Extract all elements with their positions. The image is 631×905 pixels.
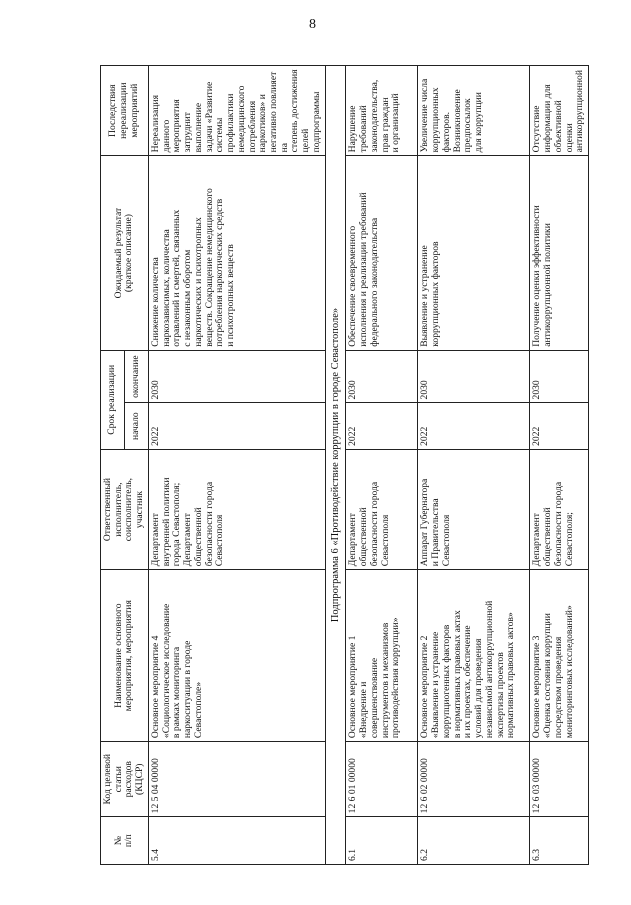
row-start: 2022 bbox=[346, 403, 418, 449]
table-row bbox=[530, 66, 589, 865]
header-responsible: Ответственный исполнитель, соисполнитель, участник bbox=[101, 449, 149, 569]
row-code: 12 6 01 00000 bbox=[346, 742, 418, 817]
subprogram-title: Подпрограмма 6 «Противодействие коррупции в городе Севастополе» bbox=[325, 66, 346, 865]
subprogram-row bbox=[325, 66, 346, 865]
table-row bbox=[346, 66, 418, 865]
row-name: Основное мероприятие 2 «Выявление и устранение коррупциогенных факторов в нормативных правовых актах и их проектах, обеспечение условий для проведения независимой антикоррупционной экспертизы проектов нормативных правовых актов» bbox=[418, 570, 530, 742]
row-code: 12 6 02 00000 bbox=[418, 742, 530, 817]
row-result: Выявление и устранение коррупционных факторов bbox=[418, 156, 530, 350]
page-number: 8 bbox=[309, 17, 316, 32]
row-result: Получение оценки эффективности антикоррупционной политики bbox=[530, 156, 589, 350]
row-consequences: Увеличение числа коррупционных факторов. Возникновение предпосылок для коррупции bbox=[418, 66, 530, 156]
header-start: начало bbox=[124, 403, 148, 449]
row-code: 12 5 04 00000 bbox=[148, 742, 325, 817]
activities-table bbox=[100, 65, 589, 865]
header-code: Код целевой статьи расходов (КЦСР) bbox=[101, 742, 149, 817]
table-row bbox=[418, 66, 530, 865]
row-start: 2022 bbox=[148, 403, 325, 449]
row-name: Основное мероприятие 3 «Оценка состояния коррупции посредством проведения мониторинговых исследований» bbox=[530, 570, 589, 742]
table-header-row bbox=[101, 66, 125, 865]
row-consequences: Нереализация данного мероприятия затруднит выполнение задачи «Развитие системы профилактики немедицинского потребления наркотиков» и негативно повлияет на степень достижения целей подпрограммы bbox=[148, 66, 325, 156]
row-name: Основное мероприятие 4 «Социологическое исследование в рамках мониторинга наркоситуации в городе Севастополе» bbox=[148, 570, 325, 742]
header-consequences: Последствия нереализации мероприятий bbox=[101, 66, 149, 156]
row-result: Обеспечение своевременного исполнения и реализации требований федерального законодательства bbox=[346, 156, 418, 350]
header-end: окончание bbox=[124, 350, 148, 403]
header-period: Срок реализации bbox=[101, 350, 125, 449]
row-consequences: Нарушение требований законодательства, прав граждан и организаций bbox=[346, 66, 418, 156]
row-num: 6.3 bbox=[530, 817, 589, 865]
program-table-rotated bbox=[100, 65, 586, 865]
row-end: 2030 bbox=[418, 350, 530, 403]
row-result: Снижение количества наркозависимых, количества отравлений и смертей, связанных с незаконным оборотом наркотических и психотропных веществ. Сокращение немедицинского потребления наркотических средств и психотропных веществ bbox=[148, 156, 325, 350]
row-start: 2022 bbox=[418, 403, 530, 449]
table-row bbox=[148, 66, 325, 865]
row-responsible: Департамент общественной безопасности города Севастополя; bbox=[530, 449, 589, 569]
header-name: Наименование основного мероприятия, мероприятия bbox=[101, 570, 149, 742]
row-num: 6.1 bbox=[346, 817, 418, 865]
header-num: № п/п bbox=[101, 817, 149, 865]
row-num: 6.2 bbox=[418, 817, 530, 865]
row-responsible: Аппарат Губернатора и Правительства Севастополя bbox=[418, 449, 530, 569]
row-end: 2030 bbox=[148, 350, 325, 403]
header-result: Ожидаемый результат (краткое описание) bbox=[101, 156, 149, 350]
row-num: 5.4 bbox=[148, 817, 325, 865]
row-end: 2030 bbox=[346, 350, 418, 403]
row-code: 12 6 03 00000 bbox=[530, 742, 589, 817]
row-responsible: Департамент общественной безопасности города Севастополя bbox=[346, 449, 418, 569]
row-start: 2022 bbox=[530, 403, 589, 449]
row-responsible: Департамент внутренней политики города Севастополя; Департамент общественной безопасности города Севастополя bbox=[148, 449, 325, 569]
row-name: Основное мероприятие 1 «Внедрение и совершенствование инструментов и механизмов противодействия коррупции» bbox=[346, 570, 418, 742]
row-consequences: Отсутствие информации для объективной оценки антикоррупционной bbox=[530, 66, 589, 156]
row-end: 2030 bbox=[530, 350, 589, 403]
